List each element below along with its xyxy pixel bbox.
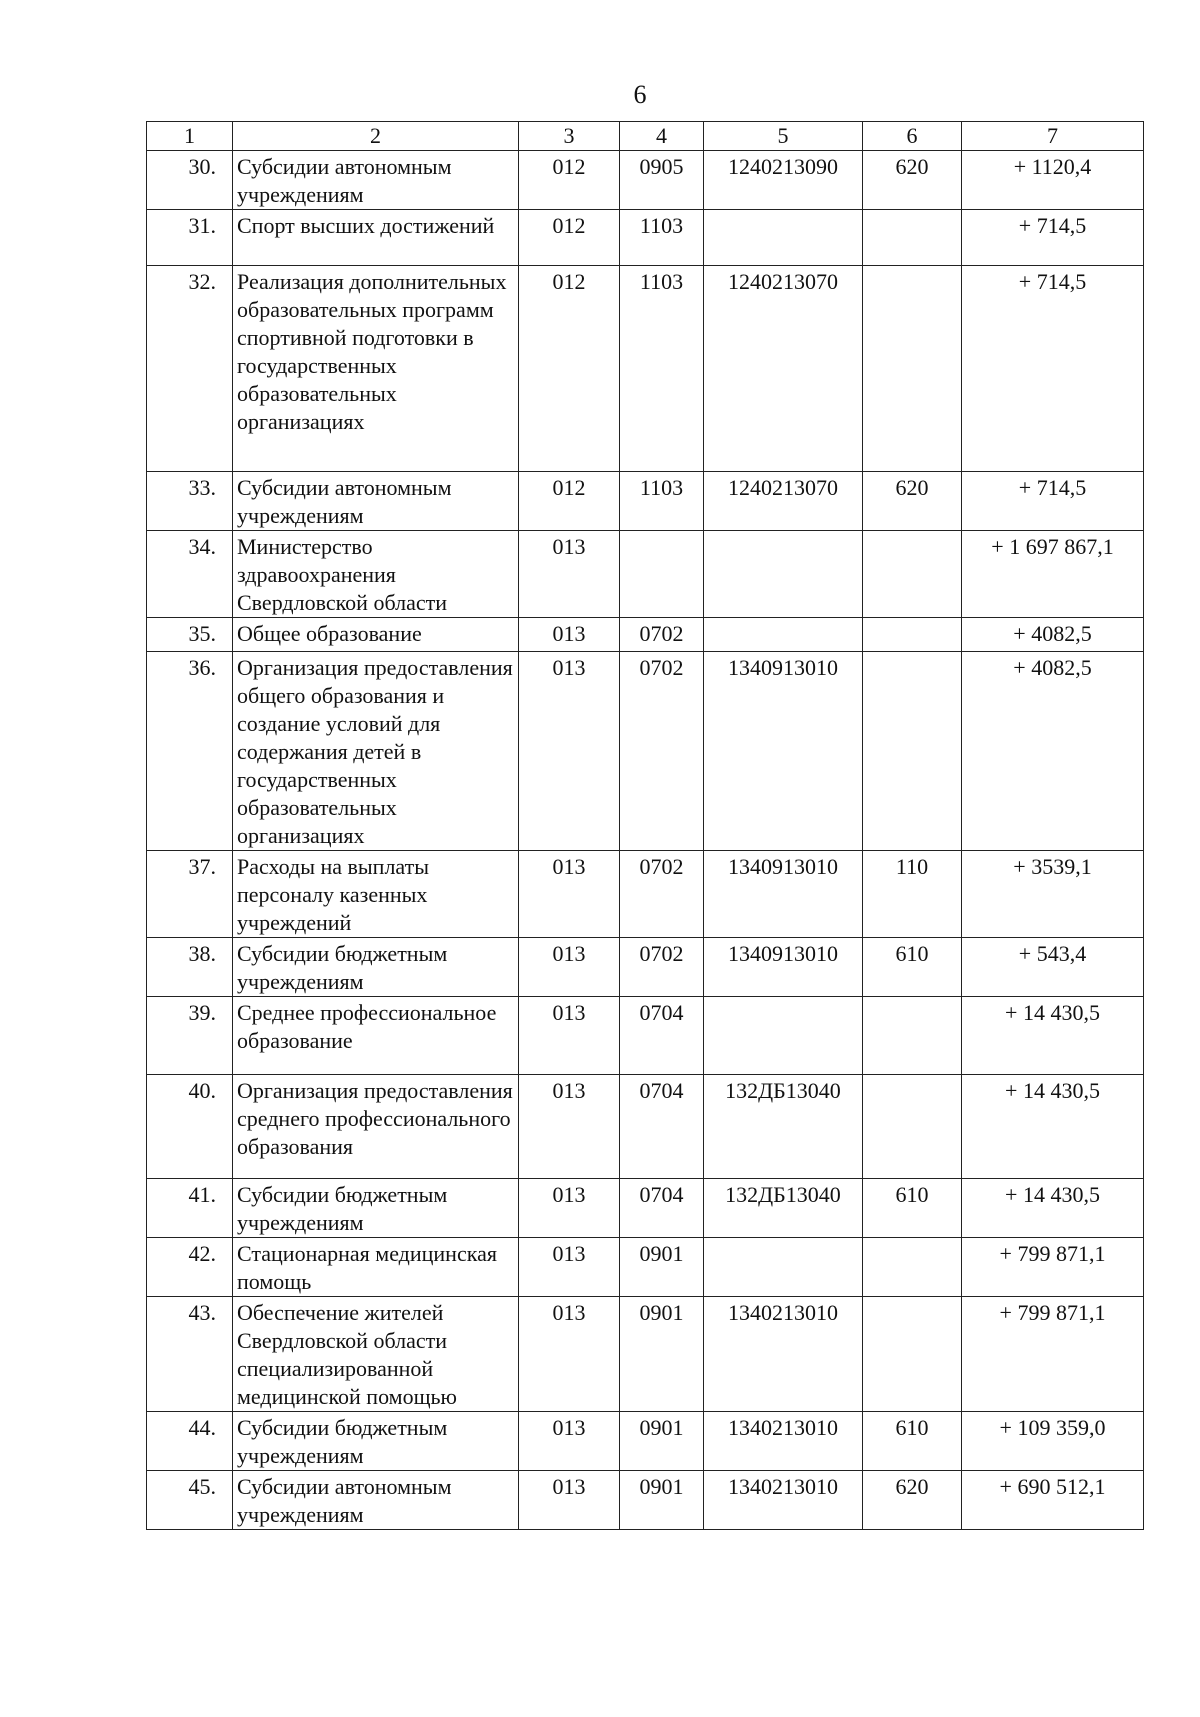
row-col-5 xyxy=(704,618,863,652)
table-row xyxy=(147,1471,1144,1530)
row-col-4: 0702 xyxy=(620,618,704,652)
table-row xyxy=(147,1238,1144,1297)
row-col-5: 132ДБ13040 xyxy=(704,1075,863,1179)
row-col-5 xyxy=(704,210,863,266)
row-col-6 xyxy=(863,1297,962,1412)
row-name: Субсидии бюджетным учреждениям xyxy=(233,938,519,997)
row-number: 35. xyxy=(147,618,233,652)
row-col-7: + 543,4 xyxy=(962,938,1144,997)
row-number: 34. xyxy=(147,531,233,618)
row-col-5 xyxy=(704,997,863,1075)
row-col-5: 132ДБ13040 xyxy=(704,1179,863,1238)
row-col-5 xyxy=(704,531,863,618)
row-col-6 xyxy=(863,1075,962,1179)
row-number: 39. xyxy=(147,997,233,1075)
row-col-3: 012 xyxy=(519,151,620,210)
row-col-4 xyxy=(620,531,704,618)
row-col-7: + 4082,5 xyxy=(962,652,1144,851)
row-col-6: 620 xyxy=(863,151,962,210)
row-col-7: + 14 430,5 xyxy=(962,997,1144,1075)
header-col-5: 5 xyxy=(704,122,863,151)
row-col-6: 620 xyxy=(863,472,962,531)
row-col-4: 0702 xyxy=(620,652,704,851)
row-col-3: 013 xyxy=(519,1179,620,1238)
row-name: Субсидии бюджетным учреждениям xyxy=(233,1412,519,1471)
row-col-6: 610 xyxy=(863,1179,962,1238)
row-col-4: 0901 xyxy=(620,1297,704,1412)
row-col-3: 013 xyxy=(519,531,620,618)
row-col-3: 013 xyxy=(519,1238,620,1297)
row-number: 37. xyxy=(147,851,233,938)
row-col-5: 1340213010 xyxy=(704,1412,863,1471)
row-col-5: 1240213070 xyxy=(704,472,863,531)
row-col-6 xyxy=(863,997,962,1075)
row-name: Общее образование xyxy=(233,618,519,652)
row-col-3: 013 xyxy=(519,1471,620,1530)
row-col-4: 0901 xyxy=(620,1471,704,1530)
row-name: Расходы на выплаты персоналу казенных учреждений xyxy=(233,851,519,938)
row-col-3: 013 xyxy=(519,997,620,1075)
row-col-7: + 4082,5 xyxy=(962,618,1144,652)
row-number: 42. xyxy=(147,1238,233,1297)
row-col-4: 0704 xyxy=(620,1075,704,1179)
row-col-7: + 714,5 xyxy=(962,266,1144,472)
row-col-3: 013 xyxy=(519,652,620,851)
row-col-4: 0704 xyxy=(620,997,704,1075)
row-number: 32. xyxy=(147,266,233,472)
row-col-7: + 109 359,0 xyxy=(962,1412,1144,1471)
row-number: 45. xyxy=(147,1471,233,1530)
row-name: Среднее профессиональное образование xyxy=(233,997,519,1075)
row-col-7: + 1120,4 xyxy=(962,151,1144,210)
row-name: Спорт высших достижений xyxy=(233,210,519,266)
table-row xyxy=(147,997,1144,1075)
row-col-5: 1340913010 xyxy=(704,652,863,851)
header-col-3: 3 xyxy=(519,122,620,151)
row-col-3: 013 xyxy=(519,938,620,997)
table-row xyxy=(147,1179,1144,1238)
table-header-row xyxy=(147,122,1144,151)
table-row xyxy=(147,851,1144,938)
table-row xyxy=(147,531,1144,618)
row-col-5: 1240213090 xyxy=(704,151,863,210)
table-row xyxy=(147,472,1144,531)
row-col-7: + 14 430,5 xyxy=(962,1075,1144,1179)
row-col-7: + 3539,1 xyxy=(962,851,1144,938)
row-name: Субсидии автономным учреждениям xyxy=(233,472,519,531)
row-number: 40. xyxy=(147,1075,233,1179)
table-row xyxy=(147,1297,1144,1412)
row-col-5: 1340213010 xyxy=(704,1471,863,1530)
row-col-6: 610 xyxy=(863,1412,962,1471)
row-name: Реализация дополнительных образовательных программ спортивной подготовки в государственных образовательных организациях xyxy=(233,266,519,472)
table-row xyxy=(147,210,1144,266)
header-col-1: 1 xyxy=(147,122,233,151)
row-col-7: + 714,5 xyxy=(962,210,1144,266)
row-col-3: 012 xyxy=(519,210,620,266)
row-col-5: 1340913010 xyxy=(704,938,863,997)
row-col-4: 0905 xyxy=(620,151,704,210)
row-col-4: 0702 xyxy=(620,938,704,997)
row-col-3: 013 xyxy=(519,1075,620,1179)
row-col-5 xyxy=(704,1238,863,1297)
row-col-3: 013 xyxy=(519,618,620,652)
row-col-6 xyxy=(863,618,962,652)
row-col-4: 0702 xyxy=(620,851,704,938)
table-row xyxy=(147,938,1144,997)
row-col-4: 1103 xyxy=(620,472,704,531)
row-name: Субсидии бюджетным учреждениям xyxy=(233,1179,519,1238)
row-number: 30. xyxy=(147,151,233,210)
row-number: 36. xyxy=(147,652,233,851)
row-col-6: 110 xyxy=(863,851,962,938)
row-name: Субсидии автономным учреждениям xyxy=(233,1471,519,1530)
table-row xyxy=(147,151,1144,210)
row-name: Организация предоставления общего образования и создание условий для содержания детей в государственных образовательных организациях xyxy=(233,652,519,851)
row-name: Стационарная медицинская помощь xyxy=(233,1238,519,1297)
header-col-6: 6 xyxy=(863,122,962,151)
table-row xyxy=(147,266,1144,472)
row-col-3: 013 xyxy=(519,851,620,938)
row-name: Обеспечение жителей Свердловской области специализированной медицинской помощью xyxy=(233,1297,519,1412)
row-col-3: 012 xyxy=(519,472,620,531)
header-col-7: 7 xyxy=(962,122,1144,151)
header-col-4: 4 xyxy=(620,122,704,151)
row-col-6: 610 xyxy=(863,938,962,997)
header-col-2: 2 xyxy=(233,122,519,151)
row-col-4: 0901 xyxy=(620,1238,704,1297)
row-col-5: 1340913010 xyxy=(704,851,863,938)
row-col-5: 1240213070 xyxy=(704,266,863,472)
row-number: 33. xyxy=(147,472,233,531)
row-col-6 xyxy=(863,210,962,266)
row-number: 44. xyxy=(147,1412,233,1471)
row-col-6 xyxy=(863,1238,962,1297)
row-col-6 xyxy=(863,652,962,851)
row-col-5: 1340213010 xyxy=(704,1297,863,1412)
row-name: Субсидии автономным учреждениям xyxy=(233,151,519,210)
row-number: 31. xyxy=(147,210,233,266)
row-col-7: + 799 871,1 xyxy=(962,1238,1144,1297)
row-col-7: + 799 871,1 xyxy=(962,1297,1144,1412)
table-row xyxy=(147,1075,1144,1179)
row-number: 38. xyxy=(147,938,233,997)
row-col-6 xyxy=(863,531,962,618)
row-number: 41. xyxy=(147,1179,233,1238)
row-col-4: 0704 xyxy=(620,1179,704,1238)
row-col-6 xyxy=(863,266,962,472)
row-col-4: 0901 xyxy=(620,1412,704,1471)
table-row xyxy=(147,652,1144,851)
row-col-4: 1103 xyxy=(620,266,704,472)
row-col-7: + 714,5 xyxy=(962,472,1144,531)
row-col-3: 013 xyxy=(519,1297,620,1412)
row-col-6: 620 xyxy=(863,1471,962,1530)
budget-table xyxy=(146,121,1144,1530)
table-row xyxy=(147,1412,1144,1471)
row-number: 43. xyxy=(147,1297,233,1412)
row-col-3: 012 xyxy=(519,266,620,472)
page-number: 6 xyxy=(633,80,647,109)
table-row xyxy=(147,618,1144,652)
row-col-7: + 14 430,5 xyxy=(962,1179,1144,1238)
row-col-4: 1103 xyxy=(620,210,704,266)
row-col-7: + 1 697 867,1 xyxy=(962,531,1144,618)
row-name: Организация предоставления среднего профессионального образования xyxy=(233,1075,519,1179)
row-col-3: 013 xyxy=(519,1412,620,1471)
row-name: Министерство здравоохранения Свердловской области xyxy=(233,531,519,618)
row-col-7: + 690 512,1 xyxy=(962,1471,1144,1530)
